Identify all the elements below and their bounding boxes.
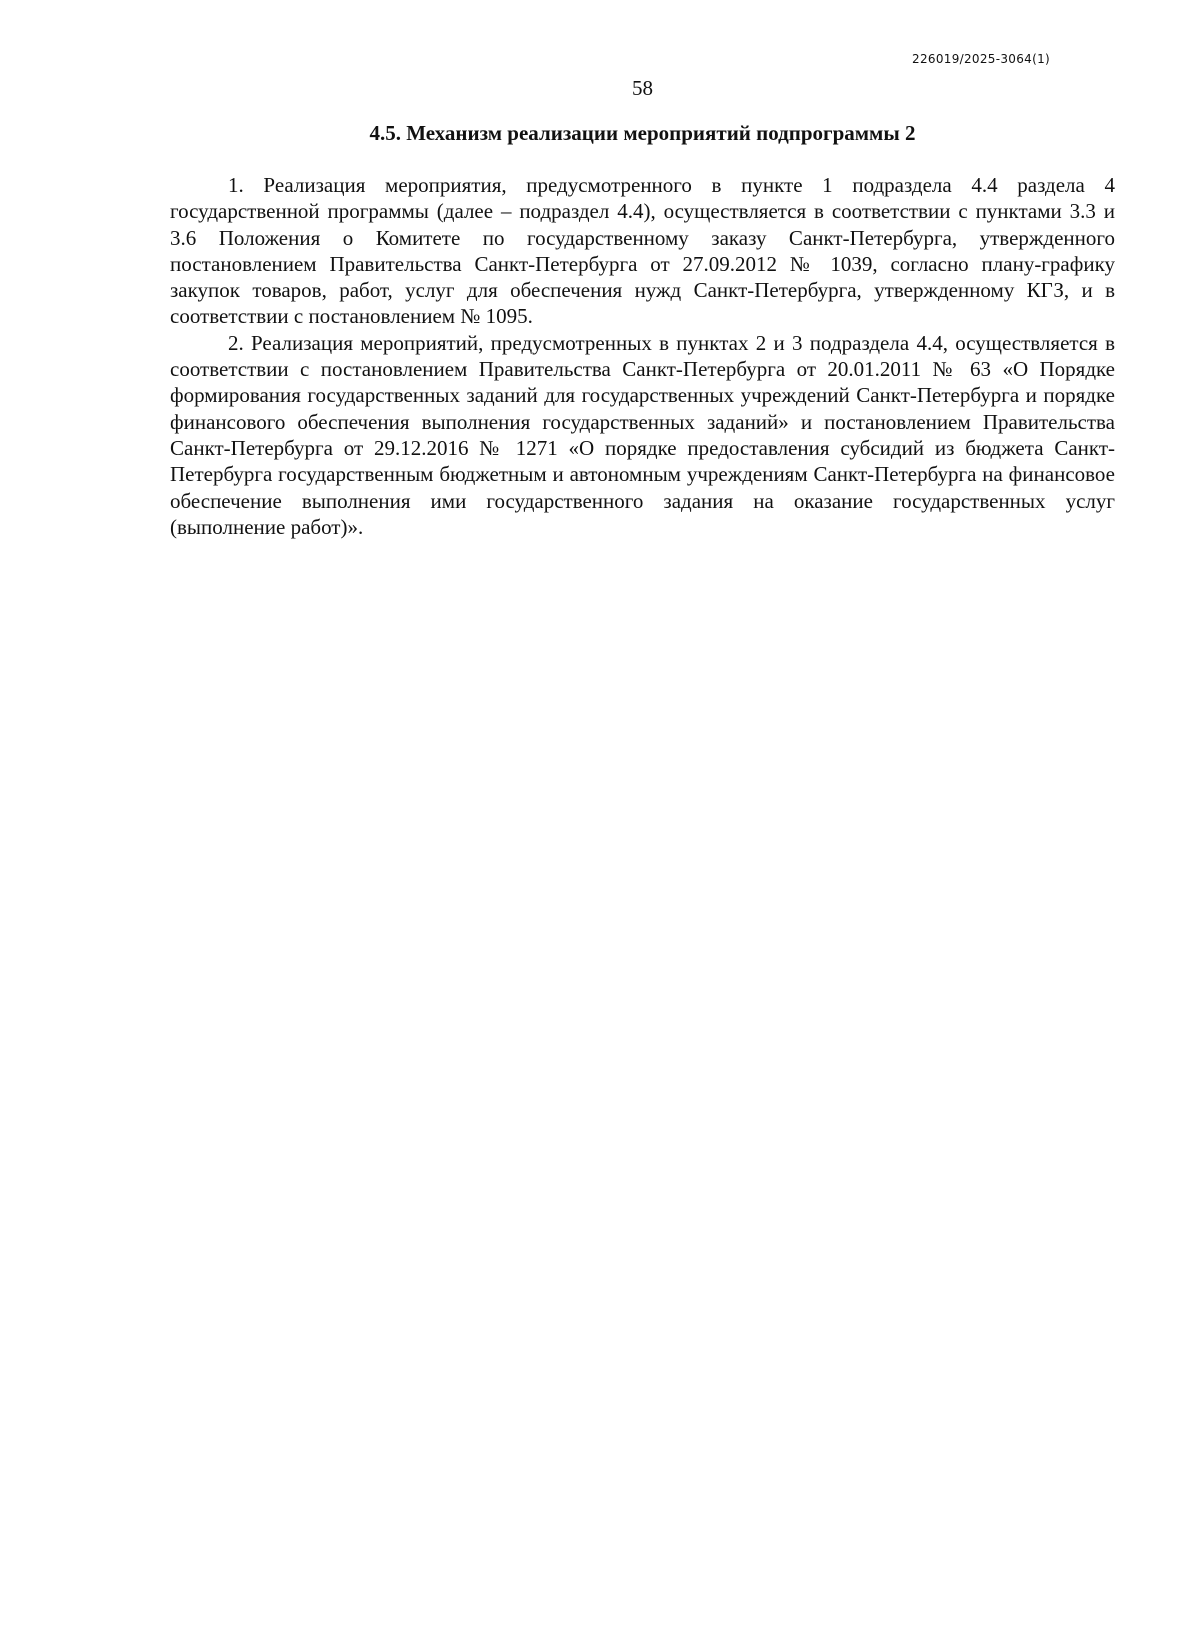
document-id: 226019/2025-3064(1) bbox=[912, 52, 1050, 66]
paragraph-1: 1. Реализация мероприятия, предусмотренного в пункте 1 подраздела 4.4 раздела 4 государственной программы (далее – подраздел 4.4), осуществляется в соответствии с пунктами 3.3 и 3.6 Положения о Комитете по государственному заказу Санкт-Петербурга, утвержденного постановлением Правительства Санкт-Петербурга от 27.09.2012 № 1039, согласно плану-графику закупок товаров, работ, услуг для обеспечения нужд Санкт-Петербурга, утвержденному КГЗ, и в соответствии с постановлением № 1095. bbox=[170, 173, 1115, 329]
document-body bbox=[170, 172, 1115, 540]
paragraph-2: 2. Реализация мероприятий, предусмотренных в пунктах 2 и 3 подраздела 4.4, осуществляется в соответствии с постановлением Правительства Санкт-Петербурга от 20.01.2011 № 63 «О Порядке формирования государственных заданий для государственных учреждений Санкт-Петербурга и порядке финансового обеспечения выполнения государственных заданий» и постановлением Правительства Санкт-Петербурга от 29.12.2016 № 1271 «О порядке предоставления субсидий из бюджета Санкт-Петербурга государственным бюджетным и автономным учреждениям Санкт-Петербурга на финансовое обеспечение выполнения ими государственного задания на оказание государственных услуг (выполнение работ)». bbox=[170, 330, 1115, 539]
section-heading: 4.5. Механизм реализации мероприятий подпрограммы 2 bbox=[369, 121, 916, 145]
page-number: 58 bbox=[632, 76, 653, 100]
